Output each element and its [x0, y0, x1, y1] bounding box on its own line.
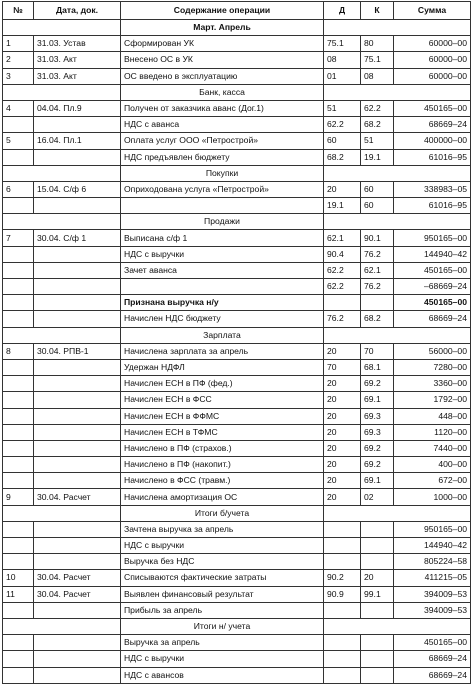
entry-operation: Выявлен финансовый результат	[121, 586, 324, 602]
entry-amount: 144940–42	[394, 246, 471, 262]
entry-number	[3, 392, 34, 408]
entry-credit	[361, 295, 394, 311]
entry-operation: Начислено в ФСС (травм.)	[121, 473, 324, 489]
table-row	[3, 52, 471, 68]
table-row	[3, 117, 471, 133]
entry-number	[3, 521, 34, 537]
header-number: №	[3, 2, 34, 20]
section-blank-cell	[3, 505, 121, 521]
entry-credit	[361, 538, 394, 554]
entry-credit: 69.1	[361, 473, 394, 489]
entry-operation: Удержан НДФЛ	[121, 359, 324, 375]
section-blank-cell	[3, 214, 121, 230]
table-row	[3, 230, 471, 246]
entry-credit: 60	[361, 198, 394, 214]
entry-operation: Начислена зарплата за апрель	[121, 343, 324, 359]
entry-number	[3, 246, 34, 262]
entry-date	[34, 651, 121, 667]
entry-credit: 69.1	[361, 392, 394, 408]
entry-debit: 20	[324, 181, 361, 197]
entry-credit	[361, 635, 394, 651]
table-row	[3, 359, 471, 375]
entry-operation: НДС с аванса	[121, 117, 324, 133]
entry-date	[34, 473, 121, 489]
section-blank-cell	[324, 327, 471, 343]
entry-credit: 68.2	[361, 117, 394, 133]
entry-number	[3, 408, 34, 424]
entry-number	[3, 117, 34, 133]
entry-date: 31.03. Акт	[34, 68, 121, 84]
entry-operation: НДС предъявлен бюджету	[121, 149, 324, 165]
entry-date: 30.04. Расчет	[34, 586, 121, 602]
entry-debit: 90.4	[324, 246, 361, 262]
entry-debit: 20	[324, 343, 361, 359]
entry-amount: –68669–24	[394, 279, 471, 295]
entry-credit: 69.2	[361, 440, 394, 456]
entry-credit: 80	[361, 36, 394, 52]
entry-amount: 672–00	[394, 473, 471, 489]
entry-operation: Признана выручка н/у	[121, 295, 324, 311]
entry-operation: НДС с выручки	[121, 246, 324, 262]
entry-credit: 69.2	[361, 457, 394, 473]
entry-debit: 62.2	[324, 262, 361, 278]
section-row	[3, 214, 471, 230]
table-row	[3, 635, 471, 651]
entry-amount: 3360–00	[394, 376, 471, 392]
entry-number	[3, 359, 34, 375]
entry-amount: 450165–00	[394, 635, 471, 651]
entry-number: 8	[3, 343, 34, 359]
entry-amount: 448–00	[394, 408, 471, 424]
section-title: Зарплата	[121, 327, 324, 343]
entry-date	[34, 359, 121, 375]
entry-amount: 60000–00	[394, 68, 471, 84]
ledger-table	[2, 1, 471, 684]
section-row	[3, 327, 471, 343]
entry-credit	[361, 554, 394, 570]
entry-number: 2	[3, 52, 34, 68]
entry-date	[34, 554, 121, 570]
entry-debit	[324, 667, 361, 683]
entry-operation: Списываются фактические затраты	[121, 570, 324, 586]
section-blank-cell	[324, 20, 471, 36]
section-title: Итоги б/учета	[121, 505, 324, 521]
entry-amount: 400–00	[394, 457, 471, 473]
entry-number	[3, 279, 34, 295]
entry-amount: 1792–00	[394, 392, 471, 408]
table-row	[3, 262, 471, 278]
entry-credit: 68.2	[361, 311, 394, 327]
entry-number: 11	[3, 586, 34, 602]
table-row	[3, 538, 471, 554]
entry-debit: 20	[324, 440, 361, 456]
section-title: Итоги н/ учета	[121, 618, 324, 634]
header-amount: Сумма	[394, 2, 471, 20]
section-title: Март. Апрель	[121, 20, 324, 36]
entry-credit: 19.1	[361, 149, 394, 165]
entry-amount: 400000–00	[394, 133, 471, 149]
entry-operation: НДС с выручки	[121, 651, 324, 667]
table-row	[3, 311, 471, 327]
entry-debit	[324, 602, 361, 618]
entry-amount: 60000–00	[394, 52, 471, 68]
entry-operation: НДС с авансов	[121, 667, 324, 683]
entry-number: 7	[3, 230, 34, 246]
entry-number	[3, 149, 34, 165]
table-row	[3, 246, 471, 262]
entry-debit	[324, 554, 361, 570]
header-debit: Д	[324, 2, 361, 20]
entry-operation: Прибыль за апрель	[121, 602, 324, 618]
entry-date	[34, 246, 121, 262]
entry-amount: 7440–00	[394, 440, 471, 456]
entry-date	[34, 635, 121, 651]
entry-date	[34, 262, 121, 278]
entry-amount: 950165–00	[394, 521, 471, 537]
table-row	[3, 343, 471, 359]
entry-debit: 20	[324, 376, 361, 392]
entry-operation: Начислен ЕСН в ПФ (фед.)	[121, 376, 324, 392]
entry-number	[3, 457, 34, 473]
header-content: Содержание операции	[121, 2, 324, 20]
entry-amount: 450165–00	[394, 262, 471, 278]
entry-credit: 69.3	[361, 408, 394, 424]
entry-debit: 20	[324, 457, 361, 473]
entry-debit: 01	[324, 68, 361, 84]
entry-debit: 62.2	[324, 117, 361, 133]
section-row	[3, 20, 471, 36]
entry-credit: 62.1	[361, 262, 394, 278]
entry-credit: 62.2	[361, 100, 394, 116]
entry-amount: 950165–00	[394, 230, 471, 246]
entry-operation: Начислен НДС бюджету	[121, 311, 324, 327]
entry-debit	[324, 521, 361, 537]
section-row	[3, 165, 471, 181]
entry-debit: 19.1	[324, 198, 361, 214]
header-row	[3, 2, 471, 20]
entry-number	[3, 602, 34, 618]
entry-credit: 69.2	[361, 376, 394, 392]
entry-date: 31.03. Акт	[34, 52, 121, 68]
entry-debit: 76.2	[324, 311, 361, 327]
entry-number	[3, 538, 34, 554]
section-blank-cell	[3, 618, 121, 634]
entry-date: 30.04. Расчет	[34, 489, 121, 505]
entry-credit: 99.1	[361, 586, 394, 602]
entry-debit	[324, 295, 361, 311]
entry-date	[34, 521, 121, 537]
entry-date	[34, 538, 121, 554]
table-row	[3, 68, 471, 84]
entry-number	[3, 473, 34, 489]
entry-date: 30.04. Расчет	[34, 570, 121, 586]
entry-number	[3, 651, 34, 667]
entry-date	[34, 602, 121, 618]
entry-date: 31.03. Устав	[34, 36, 121, 52]
entry-date	[34, 279, 121, 295]
entry-credit: 60	[361, 181, 394, 197]
section-blank-cell	[324, 84, 471, 100]
section-blank-cell	[3, 20, 121, 36]
entry-amount: 7280–00	[394, 359, 471, 375]
table-row	[3, 570, 471, 586]
entry-amount: 68669–24	[394, 117, 471, 133]
entry-number: 5	[3, 133, 34, 149]
entry-amount: 450165–00	[394, 100, 471, 116]
entry-number	[3, 198, 34, 214]
entry-operation: Начислен ЕСН в ФФМС	[121, 408, 324, 424]
entry-date: 30.04. С/ф 1	[34, 230, 121, 246]
entry-date	[34, 408, 121, 424]
entry-debit	[324, 651, 361, 667]
header-credit: К	[361, 2, 394, 20]
entry-debit: 62.2	[324, 279, 361, 295]
entry-operation: Начислена амортизация ОС	[121, 489, 324, 505]
table-row	[3, 586, 471, 602]
table-row	[3, 295, 471, 311]
entry-debit: 68.2	[324, 149, 361, 165]
entry-number	[3, 424, 34, 440]
entry-amount: 56000–00	[394, 343, 471, 359]
entry-credit: 76.2	[361, 279, 394, 295]
ledger-body	[3, 20, 471, 684]
entry-date	[34, 198, 121, 214]
table-row	[3, 521, 471, 537]
entry-number: 3	[3, 68, 34, 84]
entry-credit: 90.1	[361, 230, 394, 246]
table-row	[3, 392, 471, 408]
entry-number: 1	[3, 36, 34, 52]
section-title: Продажи	[121, 214, 324, 230]
entry-amount: 61016–95	[394, 149, 471, 165]
section-title: Покупки	[121, 165, 324, 181]
table-row	[3, 457, 471, 473]
entry-number	[3, 667, 34, 683]
entry-number: 6	[3, 181, 34, 197]
entry-operation	[121, 198, 324, 214]
table-row	[3, 489, 471, 505]
entry-credit: 76.2	[361, 246, 394, 262]
entry-operation: ОС введено в эксплуатацию	[121, 68, 324, 84]
table-row	[3, 36, 471, 52]
section-title: Банк, касса	[121, 84, 324, 100]
entry-operation: НДС с выручки	[121, 538, 324, 554]
entry-debit: 90.2	[324, 570, 361, 586]
entry-credit	[361, 602, 394, 618]
entry-credit	[361, 521, 394, 537]
entry-credit: 20	[361, 570, 394, 586]
entry-amount: 805224–58	[394, 554, 471, 570]
table-row	[3, 667, 471, 683]
entry-operation: Получен от заказчика аванс (Дог.1)	[121, 100, 324, 116]
entry-debit: 75.1	[324, 36, 361, 52]
entry-amount: 338983–05	[394, 181, 471, 197]
entry-amount: 144940–42	[394, 538, 471, 554]
header-date: Дата, док.	[34, 2, 121, 20]
entry-amount: 1000–00	[394, 489, 471, 505]
entry-operation: Внесено ОС в УК	[121, 52, 324, 68]
entry-credit: 02	[361, 489, 394, 505]
entry-number	[3, 635, 34, 651]
entry-operation: Начислено в ПФ (страхов.)	[121, 440, 324, 456]
entry-date: 30.04. РПВ-1	[34, 343, 121, 359]
table-row	[3, 279, 471, 295]
section-blank-cell	[324, 165, 471, 181]
entry-amount: 60000–00	[394, 36, 471, 52]
entry-date	[34, 667, 121, 683]
entry-operation: Зачтена выручка за апрель	[121, 521, 324, 537]
entry-debit	[324, 635, 361, 651]
entry-amount: 394009–53	[394, 602, 471, 618]
entry-date	[34, 376, 121, 392]
entry-number	[3, 376, 34, 392]
entry-amount: 68669–24	[394, 667, 471, 683]
entry-debit: 51	[324, 100, 361, 116]
entry-date: 04.04. Пл.9	[34, 100, 121, 116]
table-row	[3, 602, 471, 618]
entry-date	[34, 424, 121, 440]
entry-date: 16.04. Пл.1	[34, 133, 121, 149]
entry-debit: 20	[324, 424, 361, 440]
table-row	[3, 149, 471, 165]
entry-credit	[361, 667, 394, 683]
section-blank-cell	[324, 505, 471, 521]
entry-debit	[324, 538, 361, 554]
table-row	[3, 473, 471, 489]
section-blank-cell	[3, 84, 121, 100]
entry-debit: 90.9	[324, 586, 361, 602]
section-blank-cell	[3, 327, 121, 343]
section-row	[3, 618, 471, 634]
entry-operation: Начислен ЕСН в ФСС	[121, 392, 324, 408]
entry-number	[3, 295, 34, 311]
entry-operation: Оприходована услуга «Петрострой»	[121, 181, 324, 197]
table-row	[3, 408, 471, 424]
entry-operation: Зачет аванса	[121, 262, 324, 278]
entry-operation: Начислено в ПФ (накопит.)	[121, 457, 324, 473]
entry-number: 4	[3, 100, 34, 116]
entry-number	[3, 311, 34, 327]
entry-date	[34, 311, 121, 327]
entry-date	[34, 149, 121, 165]
entry-credit: 69.3	[361, 424, 394, 440]
entry-operation	[121, 279, 324, 295]
table-row	[3, 376, 471, 392]
entry-operation: Выписана с/ф 1	[121, 230, 324, 246]
entry-debit: 70	[324, 359, 361, 375]
entry-date	[34, 295, 121, 311]
entry-operation: Оплата услуг ООО «Петрострой»	[121, 133, 324, 149]
entry-number	[3, 440, 34, 456]
entry-amount: 61016–95	[394, 198, 471, 214]
entry-number	[3, 262, 34, 278]
table-row	[3, 651, 471, 667]
entry-credit: 08	[361, 68, 394, 84]
entry-operation: Выручка без НДС	[121, 554, 324, 570]
entry-amount: 68669–24	[394, 651, 471, 667]
entry-number	[3, 554, 34, 570]
entry-date	[34, 117, 121, 133]
entry-debit: 20	[324, 408, 361, 424]
entry-credit	[361, 651, 394, 667]
entry-credit: 51	[361, 133, 394, 149]
table-row	[3, 198, 471, 214]
table-row	[3, 554, 471, 570]
entry-credit: 68.1	[361, 359, 394, 375]
entry-credit: 75.1	[361, 52, 394, 68]
entry-amount: 450165–00	[394, 295, 471, 311]
section-blank-cell	[324, 214, 471, 230]
entry-amount: 1120–00	[394, 424, 471, 440]
section-row	[3, 505, 471, 521]
table-row	[3, 181, 471, 197]
entry-operation: Выручка за апрель	[121, 635, 324, 651]
entry-debit: 60	[324, 133, 361, 149]
entry-debit: 20	[324, 489, 361, 505]
entry-operation: Начислен ЕСН в ТФМС	[121, 424, 324, 440]
table-row	[3, 133, 471, 149]
table-row	[3, 424, 471, 440]
entry-date: 15.04. С/ф 6	[34, 181, 121, 197]
entry-amount: 411215–05	[394, 570, 471, 586]
table-row	[3, 440, 471, 456]
entry-debit: 20	[324, 473, 361, 489]
section-blank-cell	[3, 165, 121, 181]
entry-date	[34, 392, 121, 408]
section-row	[3, 84, 471, 100]
entry-number: 10	[3, 570, 34, 586]
section-blank-cell	[324, 618, 471, 634]
entry-debit: 20	[324, 392, 361, 408]
entry-credit: 70	[361, 343, 394, 359]
entry-amount: 394009–53	[394, 586, 471, 602]
entry-date	[34, 440, 121, 456]
entry-date	[34, 457, 121, 473]
table-row	[3, 100, 471, 116]
entry-debit: 08	[324, 52, 361, 68]
entry-number: 9	[3, 489, 34, 505]
entry-debit: 62.1	[324, 230, 361, 246]
entry-amount: 68669–24	[394, 311, 471, 327]
entry-operation: Сформирован УК	[121, 36, 324, 52]
